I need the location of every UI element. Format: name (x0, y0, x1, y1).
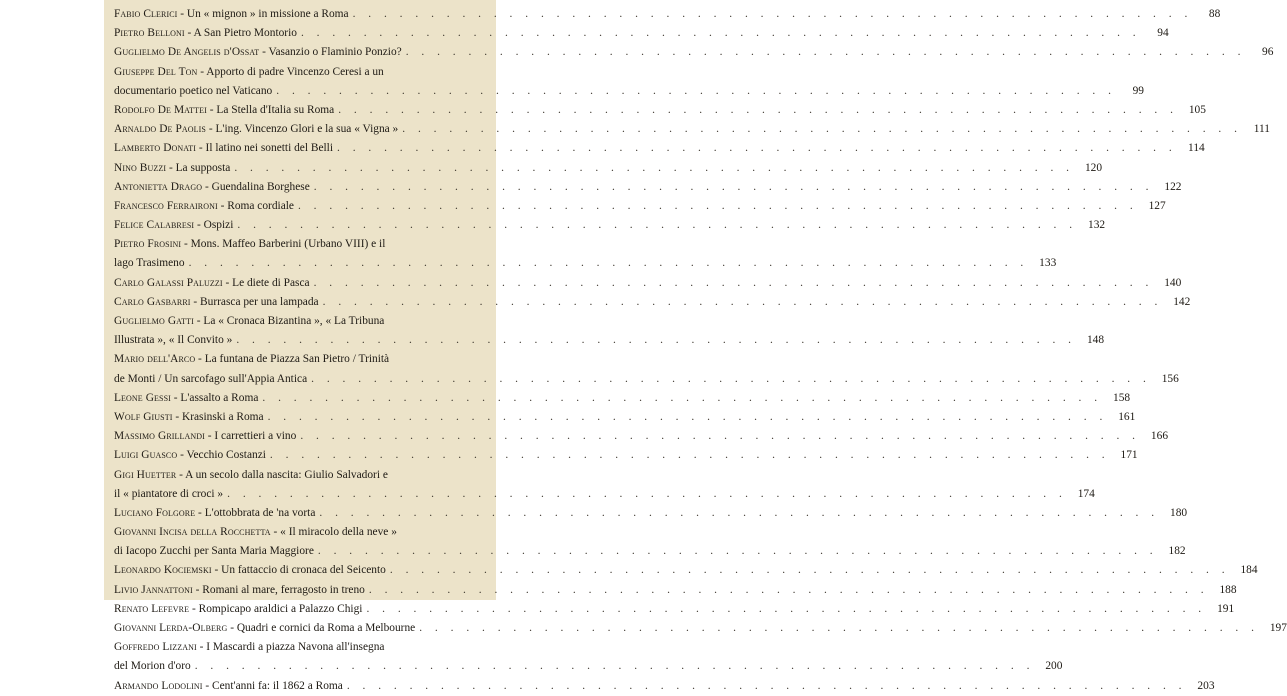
leader-dots (234, 159, 1074, 178)
author-name: Carlo Gasbarri (114, 295, 191, 308)
page-number: 122 (1164, 180, 1182, 193)
page-number: 188 (1219, 583, 1237, 596)
toc-entry-line (114, 504, 1188, 523)
article-title: - Krasinski a Roma (172, 410, 264, 423)
page-number: 184 (1240, 564, 1258, 577)
page-number: 114 (1188, 142, 1205, 155)
toc-entry-line (114, 293, 1191, 312)
toc-entry (114, 101, 1206, 120)
toc-entry-line (114, 5, 1221, 24)
toc-entry-line (114, 216, 1106, 235)
leader-dots (189, 254, 1029, 273)
page-number: 111 (1253, 123, 1270, 136)
leader-dots (402, 120, 1242, 139)
leader-dots (314, 274, 1154, 293)
author-name: Felice Calabresi (114, 219, 195, 232)
toc-entry-heading (114, 638, 384, 657)
toc-entry-continuation (114, 542, 1186, 561)
leader-dots (298, 197, 1138, 216)
toc-entry (114, 466, 1095, 504)
article-title: - La supposta (166, 161, 231, 174)
author-name: Rodolfo De Mattei (114, 103, 207, 116)
article-title: - A San Pietro Montorio (184, 27, 297, 40)
leader-dots (406, 43, 1246, 62)
page-number: 203 (1197, 679, 1215, 692)
toc-entry-line (114, 677, 1215, 696)
toc-entry-heading (114, 561, 386, 580)
article-title: - A un secolo dalla nascita: Giulio Salvadori e (176, 468, 388, 481)
book-page (104, 0, 1287, 692)
toc-entry (114, 677, 1215, 696)
page-number: 191 (1217, 602, 1235, 615)
author-name: Wolf Giusti (114, 410, 173, 423)
toc-entry-heading (114, 293, 319, 312)
toc-entry (114, 63, 1144, 101)
leader-dots (419, 619, 1259, 638)
toc-entry-line (114, 408, 1136, 427)
toc-entry-continuation (114, 370, 1179, 389)
toc-entry (114, 350, 1179, 388)
article-title-continuation: de Monti / Un sarcofago sull'Appia Antica (114, 372, 308, 385)
article-title: - Mons. Maffeo Barberini (Urbano VIII) e il (181, 238, 386, 251)
toc-entry (114, 139, 1205, 158)
page-number: 105 (1188, 103, 1206, 116)
author-name: Pietro Frosini (114, 238, 182, 251)
toc-entry-heading (114, 446, 266, 465)
author-name: Giovanni Lerda-Olberg (114, 622, 228, 634)
page-number: 132 (1088, 219, 1106, 232)
article-title: - La funtana de Piazza San Pietro / Trinità (195, 353, 390, 366)
leader-dots (390, 561, 1230, 580)
toc-entry-line (114, 638, 490, 657)
leader-dots (369, 581, 1209, 600)
toc-entry (114, 523, 1186, 561)
toc-entry-line (114, 178, 1182, 197)
toc-entry (114, 600, 1235, 619)
toc-entry-line (114, 619, 1287, 638)
article-title: - Rompicapo araldici a Palazzo Chigi (189, 602, 363, 615)
toc-entry-line (114, 427, 1169, 446)
toc-entry-heading (114, 101, 334, 120)
page-number: 94 (1157, 27, 1169, 40)
page-number: 127 (1148, 199, 1166, 212)
toc-entry-heading (114, 5, 349, 24)
leader-dots (237, 216, 1077, 235)
page-number: 99 (1132, 84, 1144, 97)
page-number: 197 (1269, 622, 1287, 634)
article-title: - Burrasca per una lampada (190, 295, 319, 308)
toc-entry (114, 619, 1287, 638)
toc-entry-line (114, 120, 1270, 139)
author-name: Luigi Guasco (114, 449, 178, 462)
leader-dots (270, 446, 1110, 465)
toc-entry-line (114, 523, 490, 542)
article-title: - Romani al mare, ferragosto in treno (192, 583, 365, 596)
toc-entry-heading (114, 235, 385, 254)
author-name: Massimo Grillandi (114, 430, 205, 443)
toc-entry (114, 427, 1169, 446)
toc-entry-line (114, 139, 1205, 158)
author-name: Fabio Clerici (114, 8, 178, 20)
leader-dots (319, 504, 1159, 523)
article-title: - Apporto di padre Vincenzo Ceresi a un (197, 65, 384, 78)
toc-entry-heading (114, 350, 389, 369)
toc-entry-heading (114, 312, 384, 331)
toc-entry-continuation (114, 657, 1063, 676)
author-name: Giuseppe Del Ton (114, 65, 198, 78)
author-name: Pietro Belloni (114, 27, 185, 40)
article-title-continuation: Illustrata », « Il Convito » (114, 334, 233, 347)
article-title: - Roma cordiale (217, 199, 294, 212)
article-title: - Un « mignon » in missione a Roma (177, 8, 349, 20)
author-name: Mario dell'Arco (114, 353, 196, 366)
toc-entry-line (114, 235, 490, 254)
toc-entry (114, 389, 1131, 408)
page-number: 140 (1164, 276, 1182, 289)
leader-dots (311, 370, 1151, 389)
article-title: - L'assalto a Roma (170, 391, 259, 404)
toc-entry-line (114, 312, 490, 331)
page-number: 166 (1150, 430, 1169, 443)
article-title-continuation: il « piantatore di croci » (114, 487, 224, 500)
toc-entry-heading (114, 216, 233, 235)
toc-entry (114, 159, 1103, 178)
toc-entry-heading (114, 274, 310, 293)
leader-dots (337, 139, 1177, 158)
toc-entry (114, 274, 1182, 293)
article-title: - Quadri e cornici da Roma a Melbourne (227, 622, 416, 634)
article-title: - « Il miracolo della neve » (270, 526, 397, 539)
leader-dots (323, 293, 1163, 312)
author-name: Nino Buzzi (114, 161, 167, 174)
page-number: 161 (1118, 410, 1136, 423)
leader-dots (227, 485, 1067, 504)
article-title: - L'ottobbrata de 'na vorta (195, 506, 316, 519)
article-title: - Ospizi (194, 219, 234, 232)
toc-entry (114, 504, 1188, 523)
author-name: Leonardo Kociemski (114, 564, 212, 577)
toc-entry (114, 293, 1191, 312)
author-name: Arnaldo De Paolis (114, 123, 206, 136)
leader-dots (338, 101, 1178, 120)
toc-entry (114, 216, 1106, 235)
article-title: - Un fattaccio di cronaca del Seicento (211, 564, 386, 577)
toc-entry-line (114, 43, 1274, 62)
author-name: Livio Jannattoni (114, 583, 193, 596)
toc-entry-heading (114, 408, 264, 427)
toc-entry-heading (114, 120, 398, 139)
toc-entry (114, 581, 1237, 600)
toc-entry (114, 312, 1105, 350)
toc-entry-line (114, 389, 1131, 408)
page-number: 180 (1170, 506, 1188, 519)
toc-entry-line (114, 274, 1182, 293)
article-title-continuation: del Morion d'oro (114, 660, 191, 673)
article-title: - I carrettieri a vino (204, 430, 297, 443)
page-number: 148 (1086, 334, 1105, 347)
page-number: 88 (1208, 8, 1221, 20)
toc-entry (114, 638, 1063, 676)
toc-entry (114, 446, 1138, 465)
toc-entry-continuation (114, 82, 1144, 101)
author-name: Francesco Ferraironi (114, 199, 218, 212)
author-name: Giovanni Incisa della Rocchetta (114, 526, 271, 539)
toc-entry-heading (114, 581, 365, 600)
article-title-continuation: documentario poetico nel Vaticano (114, 84, 273, 97)
toc-entry (114, 561, 1258, 580)
toc-entry-heading (114, 504, 315, 523)
author-name: Goffredo Lizzani (114, 641, 197, 654)
article-title: - I Mascardi a piazza Navona all'insegna (196, 641, 385, 654)
toc-entry-line (114, 581, 1237, 600)
article-title: - L'ing. Vincenzo Glori e la sua « Vigna » (205, 123, 399, 136)
toc-entry-heading (114, 197, 294, 216)
toc-entry-heading (114, 523, 397, 542)
leader-dots (301, 24, 1141, 43)
page-number: 133 (1039, 257, 1057, 270)
article-title-continuation: di Iacopo Zucchi per Santa Maria Maggiore (114, 545, 314, 558)
toc-entry-line (114, 466, 490, 485)
author-name: Renato Lefevre (114, 602, 190, 615)
toc-entry-heading (114, 389, 258, 408)
leader-dots (300, 427, 1140, 446)
article-title: - Il latino nei sonetti del Belli (196, 142, 334, 155)
toc-entry (114, 408, 1136, 427)
toc-entry-heading (114, 600, 362, 619)
page-number: 120 (1084, 161, 1103, 174)
toc-entry (114, 197, 1166, 216)
page-number: 200 (1045, 660, 1063, 673)
author-name: Guglielmo De Angelis d'Ossat (114, 46, 260, 59)
leader-dots (366, 600, 1206, 619)
leader-dots (314, 178, 1154, 197)
page-number: 142 (1173, 295, 1191, 308)
toc-entry (114, 178, 1182, 197)
author-name: Lamberto Donati (114, 142, 197, 155)
page-number: 174 (1077, 487, 1095, 500)
toc-entry-line (114, 561, 1258, 580)
toc-entry-heading (114, 677, 343, 696)
toc-entry-line (114, 446, 1138, 465)
author-name: Antonietta Drago (114, 180, 203, 193)
page-number: 96 (1262, 46, 1274, 59)
article-title: - La « Cronaca Bizantina », « La Tribuna (193, 315, 385, 327)
article-title: - Vecchio Costanzi (177, 449, 266, 462)
article-title: - La Stella d'Italia su Roma (206, 103, 335, 116)
leader-dots (353, 5, 1193, 24)
toc-entry-heading (114, 139, 333, 158)
toc-entry-heading (114, 178, 310, 197)
article-title-continuation: lago Trasimeno (114, 257, 185, 270)
toc-entry-heading (114, 63, 384, 82)
article-title: - Le diete di Pasca (222, 276, 310, 289)
author-name: Guglielmo Gatti (114, 315, 194, 327)
toc-entry-heading (114, 24, 297, 43)
author-name: Gigi Huetter (114, 468, 177, 481)
toc-entry-heading (114, 466, 388, 485)
toc-entry-line (114, 101, 1206, 120)
leader-dots (268, 408, 1108, 427)
article-title: - Guendalina Borghese (202, 180, 310, 193)
page-number: 171 (1120, 449, 1138, 462)
toc-entry-line (114, 350, 490, 369)
toc-entry-heading (114, 619, 415, 638)
table-of-contents (114, 5, 1287, 696)
toc-entry-line (114, 600, 1235, 619)
toc-entry-continuation (114, 485, 1095, 504)
leader-dots (318, 542, 1158, 561)
toc-entry (114, 235, 1057, 273)
toc-entry-heading (114, 43, 402, 62)
leader-dots (276, 82, 1116, 101)
page-number: 156 (1161, 372, 1179, 385)
toc-entry-continuation (114, 254, 1057, 273)
author-name: Luciano Folgore (114, 506, 196, 519)
toc-entry (114, 24, 1169, 43)
toc-entry-heading (114, 159, 230, 178)
toc-entry-line (114, 24, 1169, 43)
toc-entry (114, 43, 1274, 62)
leader-dots (262, 389, 1102, 408)
toc-entry-line (114, 63, 490, 82)
author-name: Armando Lodolini (114, 679, 203, 692)
leader-dots (347, 677, 1187, 696)
toc-entry-heading (114, 427, 296, 446)
author-name: Leone Gessi (114, 391, 171, 404)
article-title: - Cent'anni fa: il 1862 a Roma (202, 679, 343, 692)
toc-entry-continuation (114, 331, 1105, 350)
page-number: 158 (1113, 391, 1131, 404)
toc-entry-line (114, 197, 1166, 216)
author-name: Carlo Galassi Paluzzi (114, 276, 223, 289)
toc-entry (114, 5, 1221, 24)
toc-entry-line (114, 159, 1103, 178)
leader-dots (195, 657, 1035, 676)
toc-entry (114, 120, 1270, 139)
article-title: - Vasanzio o Flaminio Ponzio? (259, 46, 402, 59)
leader-dots (236, 331, 1076, 350)
page-number: 182 (1168, 545, 1186, 558)
